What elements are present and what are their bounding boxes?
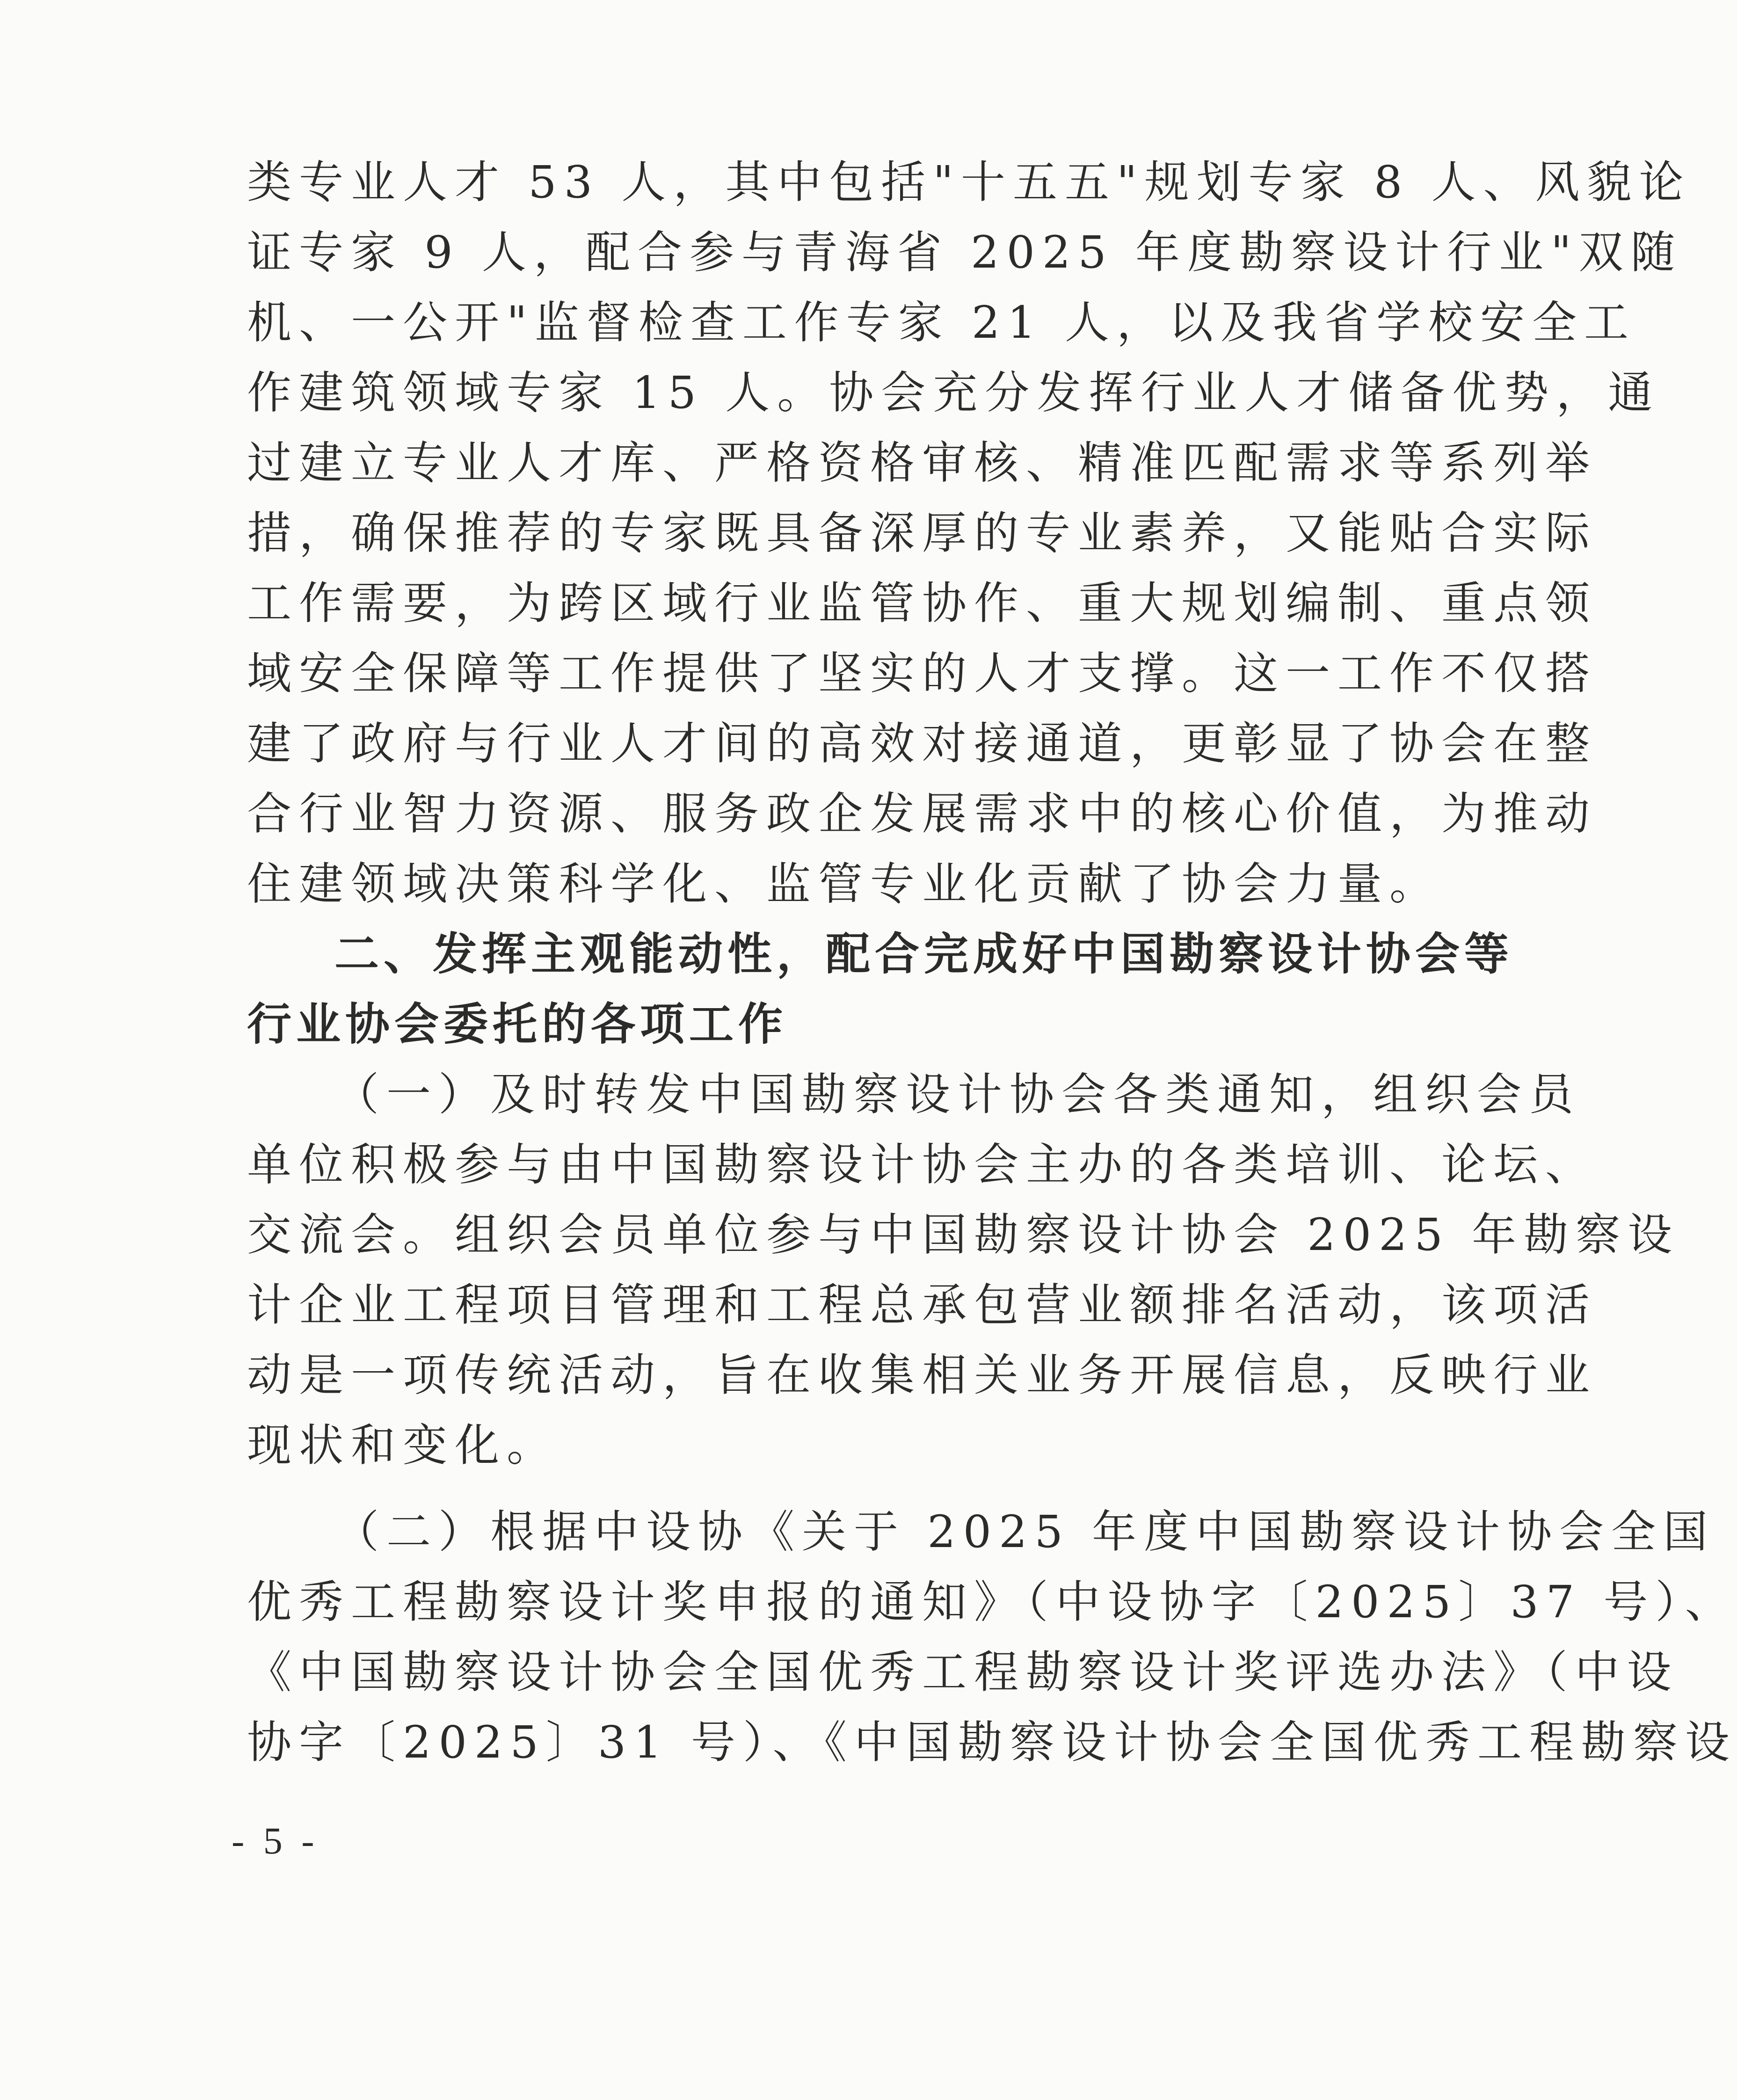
section-heading-line: 行业协会委托的各项工作 <box>247 999 788 1050</box>
body-text-line: 协字〔2025〕31 号）、《中国勘察设计协会全国优秀工程勘察设 <box>247 1717 1737 1768</box>
body-text-line: 作建筑领域专家 15 人。协会充分发挥行业人才储备优势，通 <box>247 367 1660 419</box>
body-text-line: 域安全保障等工作提供了坚实的人才支撑。这一工作不仅搭 <box>247 648 1598 699</box>
body-text-line: 住建领域决策科学化、监管专业化贡献了协会力量。 <box>247 858 1442 910</box>
body-text-line: 证专家 9 人，配合参与青海省 2025 年度勘察设计行业"双随 <box>247 227 1683 278</box>
body-text-line: 机、一公开"监督检查工作专家 21 人，以及我省学校安全工 <box>247 297 1636 349</box>
body-text-line: 合行业智力资源、服务政企发展需求中的核心价值，为推动 <box>247 788 1598 840</box>
body-text-line: 优秀工程勘察设计奖申报的通知》（中设协字〔2025〕37 号）、 <box>247 1577 1737 1628</box>
body-text-line: 单位积极参与由中国勘察设计协会主办的各类培训、论坛、 <box>247 1139 1598 1191</box>
body-text-line: 计企业工程项目管理和工程总承包营业额排名活动，该项活 <box>247 1279 1598 1331</box>
body-text-line: 建了政府与行业人才间的高效对接通道，更彰显了协会在整 <box>247 718 1598 770</box>
body-text-line: 过建立专业人才库、严格资格审核、精准匹配需求等系列举 <box>247 437 1598 489</box>
section-heading-line: 二、发挥主观能动性，配合完成好中国勘察设计协会等 <box>334 929 1514 980</box>
page-number: - 5 - <box>232 1819 319 1862</box>
body-text-line: 工作需要，为跨区域行业监管协作、重大规划编制、重点领 <box>247 578 1598 629</box>
body-text-line: 措，确保推荐的专家既具备深厚的专业素养，又能贴合实际 <box>247 508 1598 559</box>
body-text-line: 类专业人才 53 人，其中包括"十五五"规划专家 8 人、风貌论 <box>247 157 1691 208</box>
body-text-line: 《中国勘察设计协会全国优秀工程勘察设计奖评选办法》（中设 <box>247 1647 1679 1698</box>
body-text-line: （二）根据中设协《关于 2025 年度中国勘察设计协会全国 <box>334 1506 1715 1558</box>
body-text-line: 交流会。组织会员单位参与中国勘察设计协会 2025 年勘察设 <box>247 1209 1680 1261</box>
body-text-line: 动是一项传统活动，旨在收集相关业务开展信息，反映行业 <box>247 1350 1598 1401</box>
body-text-line: （一）及时转发中国勘察设计协会各类通知，组织会员 <box>334 1069 1581 1120</box>
body-text-line: 现状和变化。 <box>247 1420 559 1471</box>
